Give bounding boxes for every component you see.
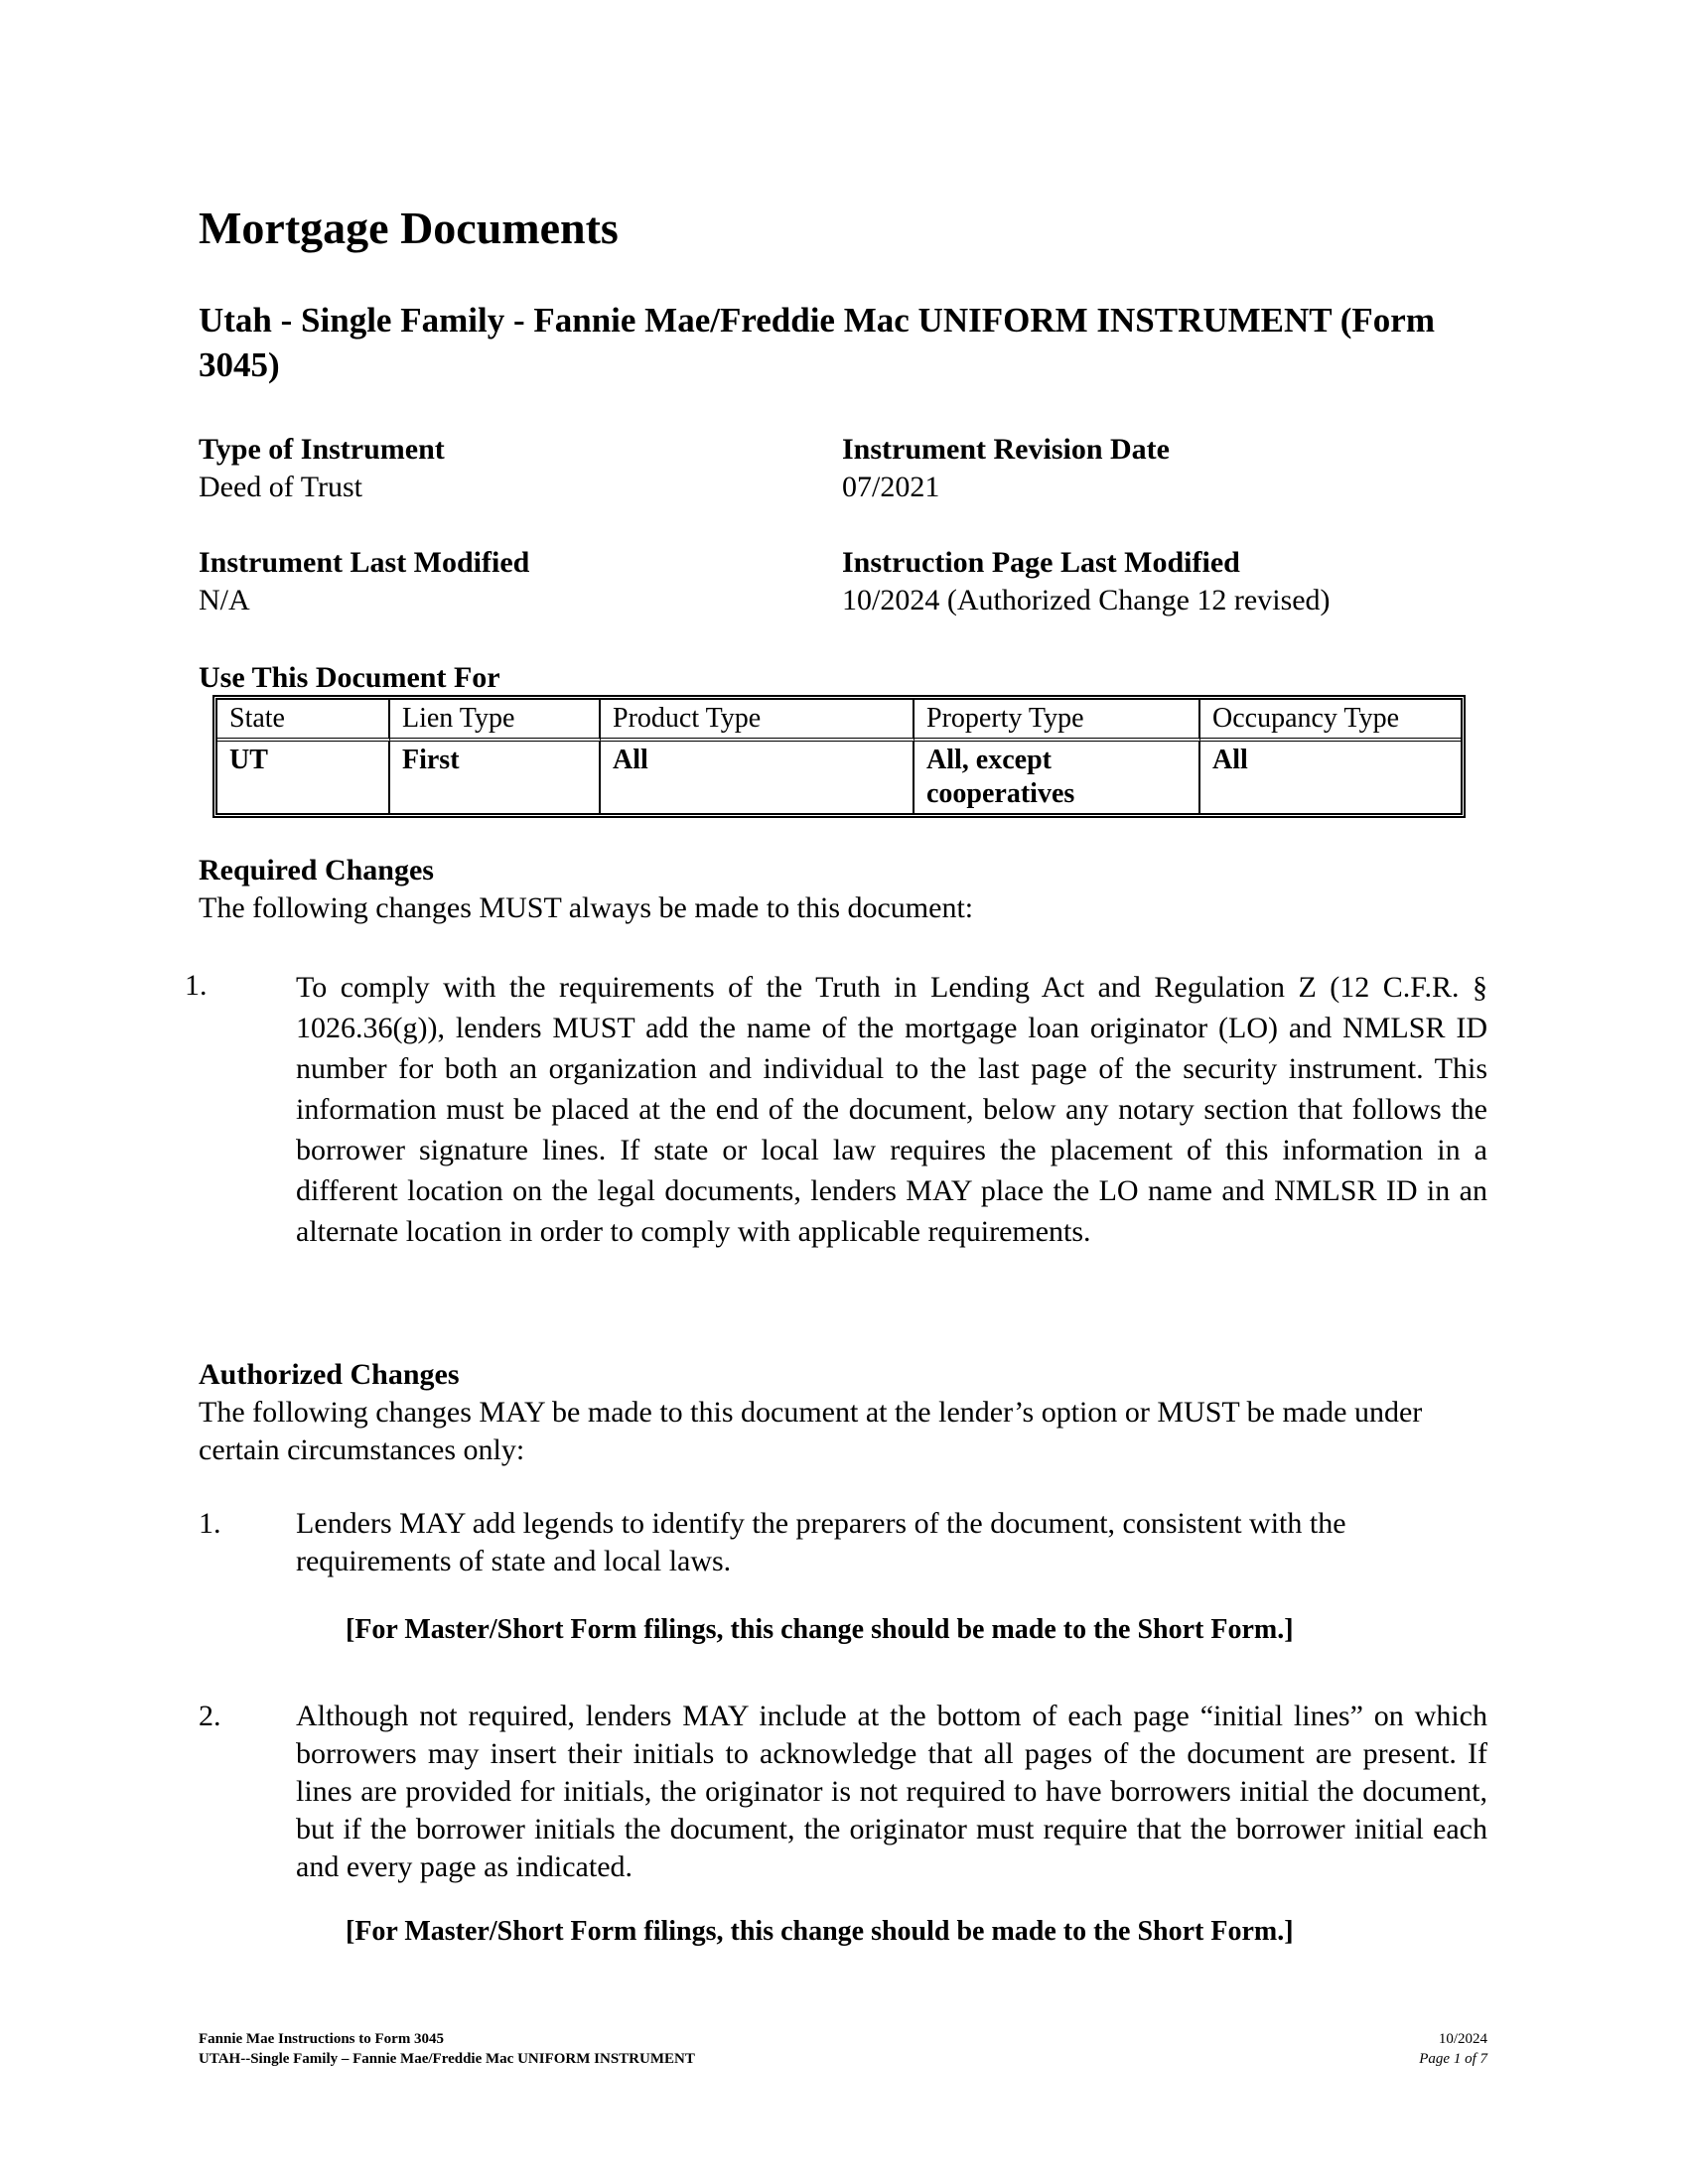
type-of-instrument-label: Type of Instrument bbox=[199, 433, 445, 466]
instrument-last-modified-label: Instrument Last Modified bbox=[199, 546, 530, 579]
instrument-last-modified-value: N/A bbox=[199, 584, 250, 616]
instruction-page-last-modified-label: Instruction Page Last Modified bbox=[842, 546, 1240, 579]
header-lien-type: Lien Type bbox=[390, 700, 601, 742]
required-item-number: 1. bbox=[185, 969, 208, 1002]
required-changes-heading: Required Changes bbox=[199, 854, 434, 887]
header-occupancy-type: Occupancy Type bbox=[1200, 700, 1461, 742]
footer-date: 10/2024 bbox=[1438, 2031, 1487, 2047]
authorized-item-text: Although not required, lenders MAY include at the bottom of each page “initial lines” on which borrowers may insert their initials to acknowledge that all pages of the document are present. If lines are provided for initials, the originator is not required to have borrowers initial the document, but if the borrower initials the document, the originator must require that the borrower initial each and every page as indicated. bbox=[296, 1700, 1487, 1883]
page-title: Mortgage Documents bbox=[199, 203, 619, 253]
document-subtitle: Utah - Single Family - Fannie Mae/Freddie Mac UNIFORM INSTRUMENT (Form 3045) bbox=[199, 301, 1435, 384]
instruction-page-last-modified-value: 10/2024 (Authorized Change 12 revised) bbox=[842, 584, 1331, 616]
header-product-type: Product Type bbox=[601, 700, 914, 742]
cell-occupancy-type: All bbox=[1212, 745, 1248, 775]
required-item-text: To comply with the requirements of the Truth in Lending Act and Regulation Z (12 C.F.R. § 1026.36(g)), lenders MUST add the name of the mortgage loan originator (LO) and NMLSR ID number for both an organization and individual to the last page of the security instrument. This information must be placed at the end of the document, below any notary section that follows the borrower signature lines. If state or local law requires the placement of this information in a different location on the legal documents, lenders MAY place the LO name and NMLSR ID in an alternate location in order to comply with applicable requirements. bbox=[296, 971, 1487, 1248]
header-state: State bbox=[217, 700, 390, 742]
authorized-item-number: 1. bbox=[199, 1507, 221, 1540]
use-for-table bbox=[212, 695, 1466, 818]
authorized-changes-heading: Authorized Changes bbox=[199, 1358, 460, 1391]
cell-lien-type: First bbox=[390, 742, 601, 813]
table-row bbox=[217, 742, 1461, 813]
footer-page-number: Page 1 of 7 bbox=[1419, 2051, 1487, 2067]
header-property-type: Property Type bbox=[914, 700, 1200, 742]
cell-product-type: All bbox=[601, 742, 914, 813]
authorized-item-number: 2. bbox=[199, 1700, 221, 1732]
footer-instrument-name: UTAH--Single Family – Fannie Mae/Freddie Mac UNIFORM INSTRUMENT bbox=[199, 2051, 695, 2067]
authorized-changes-intro: The following changes MAY be made to this document at the lender’s option or MUST be made under certain circumstances only: bbox=[199, 1396, 1423, 1466]
use-for-heading: Use This Document For bbox=[199, 661, 500, 694]
footer-form-name: Fannie Mae Instructions to Form 3045 bbox=[199, 2031, 445, 2047]
authorized-item-note: [For Master/Short Form filings, this change should be made to the Short Form.] bbox=[346, 1614, 1294, 1645]
instrument-revision-date-value: 07/2021 bbox=[842, 471, 940, 503]
cell-state: UT bbox=[217, 742, 390, 813]
instrument-revision-date-label: Instrument Revision Date bbox=[842, 433, 1170, 466]
required-changes-intro: The following changes MUST always be made to this document: bbox=[199, 891, 974, 924]
cell-property-type: All, except cooperatives bbox=[914, 742, 1200, 813]
type-of-instrument-value: Deed of Trust bbox=[199, 471, 363, 503]
table-header-row bbox=[217, 700, 1461, 742]
authorized-item-note: [For Master/Short Form filings, this change should be made to the Short Form.] bbox=[346, 1916, 1294, 1947]
authorized-item-text: Lenders MAY add legends to identify the preparers of the document, consistent with the requirements of state and local laws. bbox=[296, 1507, 1346, 1577]
